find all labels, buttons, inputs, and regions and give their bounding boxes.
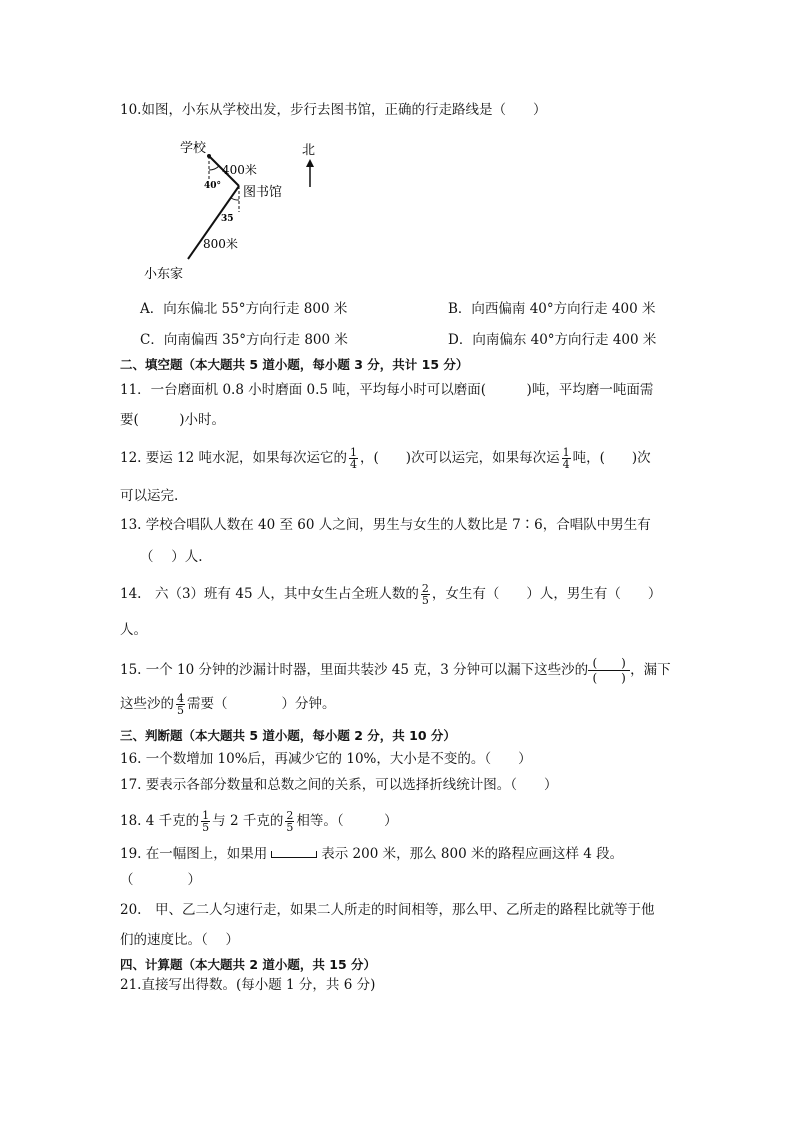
q15-blank-den: ( )	[592, 671, 626, 685]
angle-35-label: 35	[221, 214, 234, 224]
q18-fraction-1	[201, 810, 210, 833]
angle-40-label: 40°	[204, 181, 222, 191]
q14-fraction	[421, 583, 430, 606]
q15-text3: 这些沙的	[120, 696, 174, 712]
section3-title: 三、判断题（本大题共 5 道小题，每小题 2 分，共 10 分）	[120, 728, 456, 743]
q18-f1-num: 1	[202, 809, 210, 822]
q10-option-c: C．向南偏西 35°方向行走 800 米	[140, 332, 348, 348]
q18-f2-den: 5	[286, 821, 294, 834]
q10-option-d: D．向南偏东 40°方向行走 400 米	[448, 332, 657, 348]
q12-text1: 12. 要运 12 吨水泥，如果每次运它的	[120, 450, 348, 466]
q15-line1	[120, 656, 671, 685]
q18	[120, 810, 398, 833]
q14-text1: 14. 六（3）班有 45 人，其中女生占全班人数的	[120, 586, 419, 602]
home-label: 小东家	[144, 267, 184, 282]
q14-line2: 人。	[120, 622, 147, 638]
q15-text1: 15. 一个 10 分钟的沙漏计时器，里面共装沙 45 克，3 分钟可以漏下这些沙的	[120, 662, 589, 678]
q15-line2	[120, 693, 336, 716]
q15-fraction	[176, 693, 185, 716]
q12-f1-num: 1	[350, 446, 358, 459]
q14-text2: ，女生有（ ）人，男生有（ ）	[431, 586, 662, 602]
q18-text1: 18. 4 千克的	[120, 813, 200, 829]
q20-line1: 20. 甲、乙二人匀速行走，如果二人所走的时间相等，那么甲、乙所走的路程比就等于他	[120, 902, 655, 918]
q10-option-a: A．向东偏北 55°方向行走 800 米	[140, 301, 348, 317]
q13-line2: （ ）人.	[140, 549, 203, 565]
q11-line1: 11．一台磨面机 0.8 小时磨面 0.5 吨，平均每小时可以磨面( )吨，平均磨一吨面需	[120, 382, 654, 398]
q15-f-den: 5	[177, 704, 184, 717]
q21: 21.直接写出得数。(每小题 1 分，共 6 分)	[120, 977, 376, 993]
q11-line2: 要( )小时。	[120, 412, 226, 428]
q15-f-num: 4	[177, 692, 184, 705]
school-label: 学校	[180, 141, 207, 156]
q10-figure	[138, 134, 323, 284]
q12-f2-num: 1	[562, 446, 570, 459]
q19-line1	[120, 845, 623, 863]
q17: 17. 要表示各部分数量和总数之间的关系，可以选择折线统计图。（ ）	[120, 777, 558, 793]
q14-f-den: 5	[421, 594, 429, 607]
q12-fraction-1	[349, 447, 358, 470]
q10-stem: 10.如图，小东从学校出发，步行去图书馆，正确的行走路线是（ ）	[120, 102, 547, 118]
q20-line2: 们的速度比。（ ）	[120, 932, 240, 948]
q16: 16. 一个数增加 10%后，再减少它的 10%，大小是不变的。（ ）	[120, 751, 532, 767]
q10-option-b: B．向西偏南 40°方向行走 400 米	[448, 301, 656, 317]
angle-arc-2	[231, 198, 239, 200]
q19-text2: 表示 200 米，那么 800 米的路程应画这样 4 段。	[321, 846, 624, 862]
section2-title: 二、填空题（本大题共 5 道小题，每小题 3 分，共计 15 分）	[120, 357, 469, 372]
q15-text2: ，漏下	[630, 662, 671, 678]
q18-fraction-2	[285, 810, 294, 833]
angle-arc-1	[209, 166, 219, 170]
q12-text3: 吨，( )次	[572, 450, 651, 466]
distance-800: 800米	[203, 237, 238, 251]
q12-line2: 可以运完.	[120, 488, 179, 504]
q14-f-num: 2	[421, 582, 429, 595]
section4-title: 四、计算题（本大题共 2 道小题，共 15 分）	[120, 957, 377, 972]
q12-f1-den: 4	[350, 458, 358, 471]
north-arrow-icon	[306, 159, 314, 167]
q12-f2-den: 4	[562, 458, 570, 471]
distance-400: 400米	[222, 163, 257, 177]
q15-blank-fraction	[588, 656, 630, 685]
scale-segment-icon	[271, 851, 317, 858]
q18-f2-num: 2	[286, 809, 294, 822]
q13-line1: 13. 学校合唱队人数在 40 至 60 人之间，男生与女生的人数比是 7∶6，合唱队中男生有	[120, 517, 651, 533]
q19-line2: （ ）	[120, 872, 201, 888]
q12-fraction-2	[562, 447, 571, 470]
q15-blank-num: ( )	[588, 656, 630, 671]
q18-text3: 相等。（ ）	[296, 813, 398, 829]
q15-text4: 需要（ ）分钟。	[187, 696, 336, 712]
library-label: 图书馆	[243, 185, 283, 200]
north-label: 北	[302, 143, 316, 158]
school-dot	[207, 154, 211, 158]
q19-text1: 19. 在一幅图上，如果用	[120, 846, 268, 862]
q12-text2: ，( )次可以运完，如果每次运	[360, 450, 560, 466]
q18-text2: 与 2 千克的	[212, 813, 284, 829]
q14-line1	[120, 583, 661, 606]
q12-line1	[120, 447, 651, 470]
q18-f1-den: 5	[202, 821, 210, 834]
